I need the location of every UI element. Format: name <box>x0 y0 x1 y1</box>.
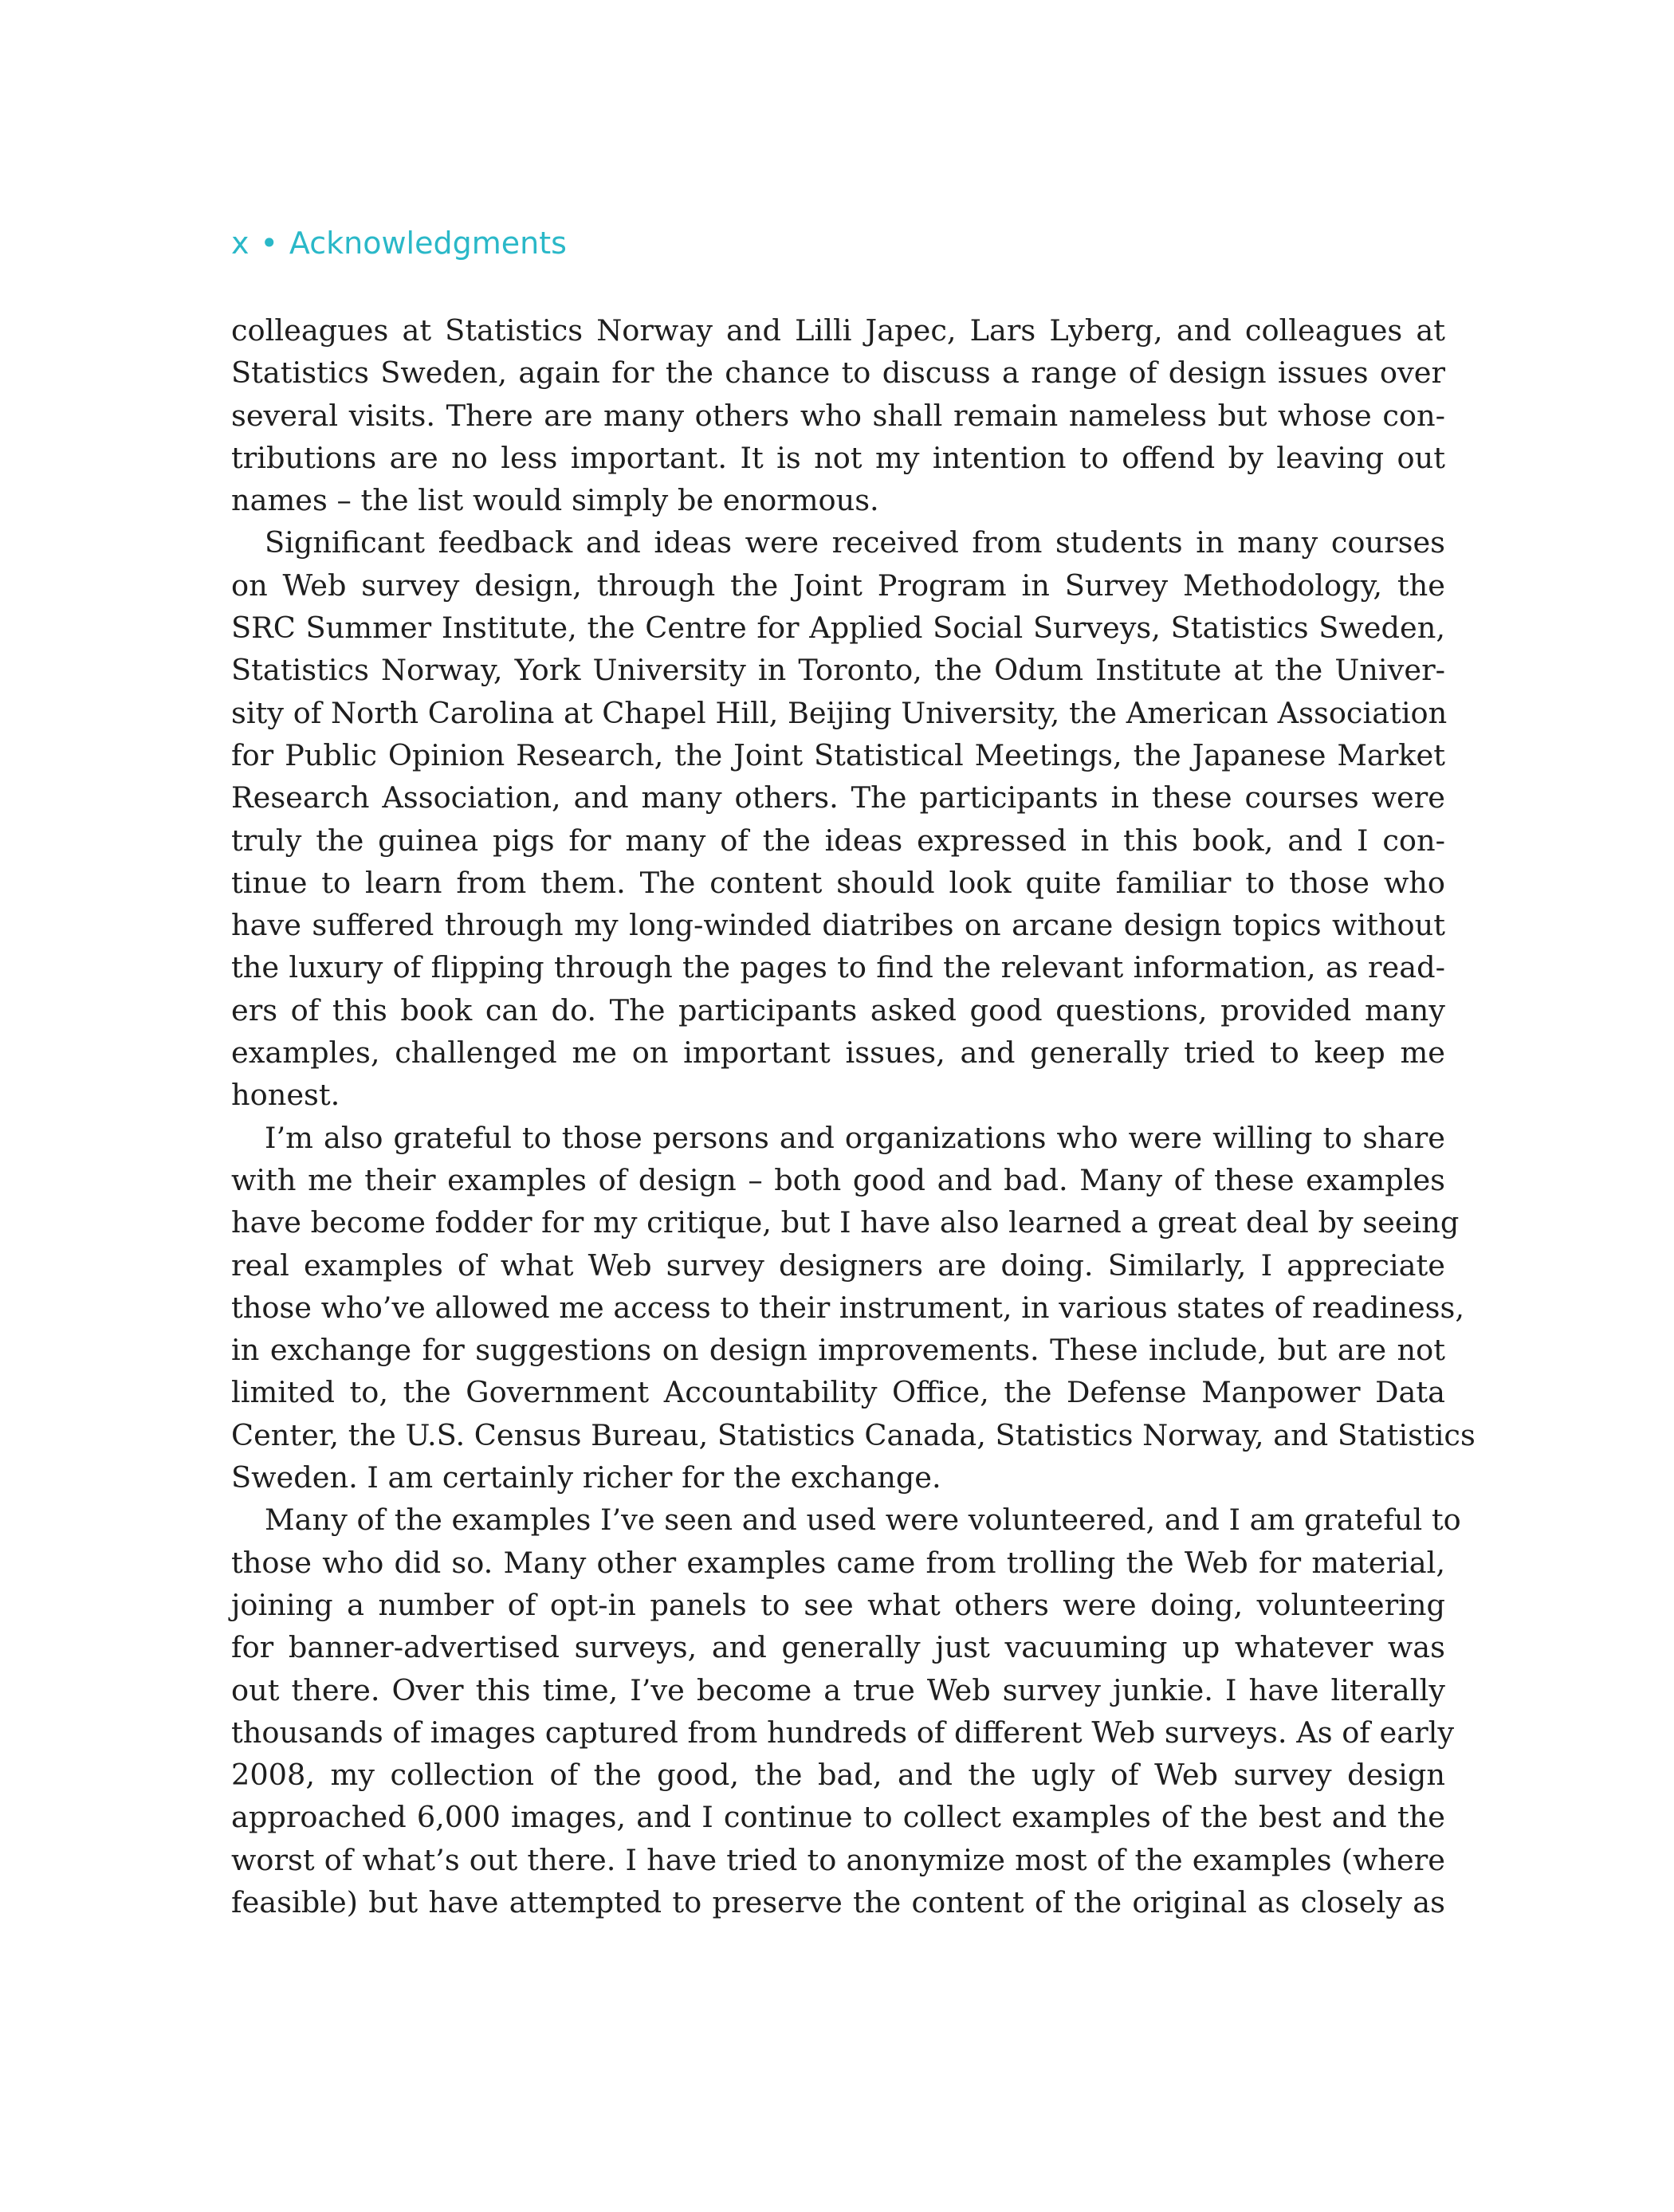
text-line: Significant feedback and ideas were received from students in many courses <box>265 525 1445 560</box>
text-line: tinue to learn from them. The content should look quite familiar to those who <box>231 865 1445 900</box>
text-line: Research Association, and many others. The participants in these courses were <box>231 780 1445 815</box>
running-head-separator: • <box>260 226 278 261</box>
text-line: Statistics Sweden, again for the chance to discuss a range of design issues over <box>231 356 1445 391</box>
text-line: worst of what’s out there. I have tried to anonymize most of the examples (where <box>231 1842 1445 1877</box>
text-line: examples, challenged me on important issues, and generally tried to keep me <box>231 1035 1445 1071</box>
text-line: those who did so. Many other examples came from trolling the Web for material, <box>231 1545 1445 1580</box>
text-line: in exchange for suggestions on design improvements. These include, but are not <box>231 1333 1445 1368</box>
text-line: ers of this book can do. The participants asked good questions, provided many <box>231 992 1445 1027</box>
text-line: truly the guinea pigs for many of the ideas expressed in this book, and I con- <box>231 823 1445 858</box>
text-line: Sweden. I am certainly richer for the exchange. <box>231 1460 941 1495</box>
text-line: Center, the U.S. Census Bureau, Statistics Canada, Statistics Norway, and Statistics <box>231 1417 1476 1452</box>
running-head <box>231 225 567 261</box>
text-line: for banner-advertised surveys, and generally just vacuuming up whatever was <box>231 1630 1445 1665</box>
text-line: 2008, my collection of the good, the bad, and the ugly of Web survey design <box>231 1758 1445 1793</box>
text-line: limited to, the Government Accountability Office, the Defense Manpower Data <box>231 1375 1445 1410</box>
paragraph <box>231 1499 1461 1923</box>
text-line: out there. Over this time, I’ve become a true Web survey junkie. I have literally <box>231 1672 1445 1707</box>
paragraph <box>231 1117 1476 1499</box>
text-line: Many of the examples I’ve seen and used were volunteered, and I am grateful to <box>265 1503 1461 1538</box>
folio: x <box>231 226 250 261</box>
text-line: SRC Summer Institute, the Centre for Applied Social Surveys, Statistics Sweden, <box>231 611 1445 646</box>
body-text <box>231 309 1476 1923</box>
text-line: tributions are no less important. It is not my intention to offend by leaving out <box>231 440 1445 475</box>
text-line: several visits. There are many others who shall remain nameless but whose con- <box>231 398 1445 433</box>
text-line: on Web survey design, through the Joint Program in Survey Methodology, the <box>231 568 1445 603</box>
paragraph <box>231 521 1448 1116</box>
text-line: sity of North Carolina at Chapel Hill, Beijing University, the American Association <box>231 695 1448 730</box>
text-line: Statistics Norway, York University in Toronto, the Odum Institute at the Univer- <box>231 653 1445 688</box>
text-line: colleagues at Statistics Norway and Lilli Japec, Lars Lyberg, and colleagues at <box>231 313 1445 348</box>
text-line: thousands of images captured from hundreds of different Web surveys. As of early <box>231 1715 1455 1750</box>
text-line: have suffered through my long-winded diatribes on arcane design topics without <box>231 908 1445 943</box>
text-line: for Public Opinion Research, the Joint Statistical Meetings, the Japanese Market <box>231 737 1445 772</box>
text-line: names – the list would simply be enormous. <box>231 483 879 518</box>
text-line: the luxury of flipping through the pages to find the relevant information, as read- <box>231 950 1445 985</box>
text-line: real examples of what Web survey designers are doing. Similarly, I appreciate <box>231 1247 1445 1283</box>
text-line: joining a number of opt-in panels to see what others were doing, volunteering <box>231 1587 1445 1622</box>
text-line: with me their examples of design – both good and bad. Many of these examples <box>231 1162 1445 1197</box>
text-line: those who’ve allowed me access to their instrument, in various states of readiness, <box>231 1290 1465 1325</box>
running-head-section: Acknowledgments <box>289 226 567 261</box>
text-line: have become fodder for my critique, but I have also learned a great deal by seeing <box>231 1205 1460 1240</box>
paragraph <box>231 309 1445 521</box>
text-line: honest. <box>231 1078 340 1113</box>
text-line: I’m also grateful to those persons and organizations who were willing to share <box>265 1120 1445 1155</box>
text-line: approached 6,000 images, and I continue to collect examples of the best and the <box>231 1800 1445 1835</box>
text-line: feasible) but have attempted to preserve the content of the original as closely as <box>231 1884 1445 1919</box>
